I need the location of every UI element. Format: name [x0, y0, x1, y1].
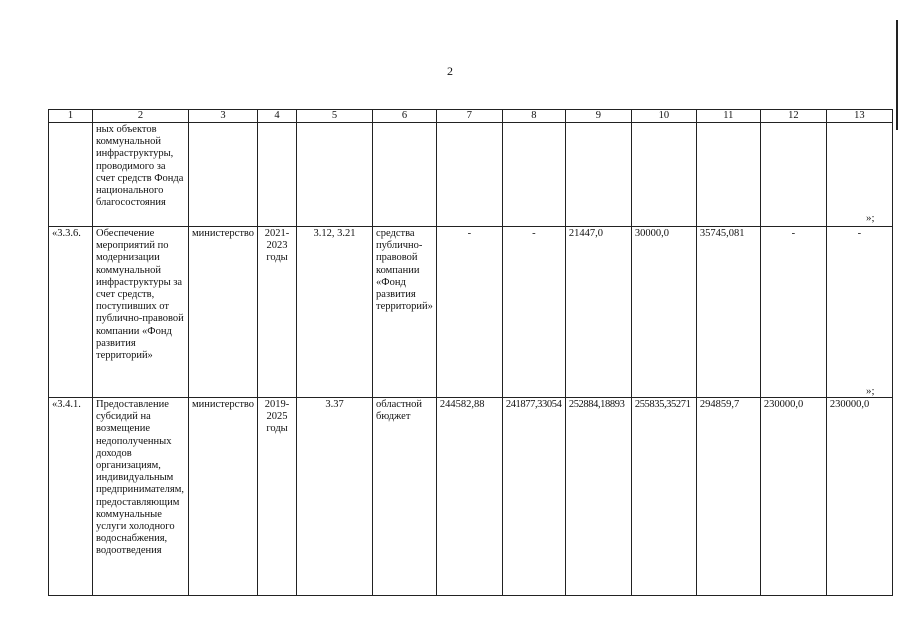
value-col11: 294859,7 [696, 398, 760, 596]
column-header: 8 [502, 110, 565, 123]
value-col8 [502, 123, 565, 227]
value-col7: - [436, 227, 502, 398]
closing-quote-mark: »; [866, 385, 875, 397]
value-col11: 35745,081 [696, 227, 760, 398]
value-col9: 252884,18893 [565, 398, 631, 596]
value-col8: 241877,33054 [502, 398, 565, 596]
value-col10 [631, 123, 696, 227]
column-header: 3 [189, 110, 258, 123]
program-table [48, 109, 893, 596]
value-col13: 230000,0 [826, 398, 892, 596]
measure-name: ных объектов коммунальной инфраструктуры, проводимого за счет средств Фонда национального благосостояния [93, 123, 189, 227]
row-id: «3.3.6. [49, 227, 93, 398]
page-number: 2 [447, 64, 453, 78]
value-col12 [760, 123, 826, 227]
closing-quote-mark: »; [866, 212, 875, 224]
column-header: 4 [258, 110, 297, 123]
column-header: 1 [49, 110, 93, 123]
period: 2019-2025 годы [258, 398, 297, 596]
column-header: 12 [760, 110, 826, 123]
row-id [49, 123, 93, 227]
value-col10: 30000,0 [631, 227, 696, 398]
funding-source: областной бюджет [373, 398, 437, 596]
indicator: 3.12, 3.21 [297, 227, 373, 398]
column-number-row [49, 110, 893, 123]
table-row [49, 398, 893, 596]
column-header: 11 [696, 110, 760, 123]
column-header: 2 [93, 110, 189, 123]
period: 2021-2023 годы [258, 227, 297, 398]
value-col13: - [826, 227, 892, 398]
value-col11 [696, 123, 760, 227]
page-edge-rule [896, 20, 898, 130]
column-header: 10 [631, 110, 696, 123]
funding-source: средства публично-правовой компании «Фонд развития территорий» [373, 227, 437, 398]
value-col7 [436, 123, 502, 227]
funding-source [373, 123, 437, 227]
indicator: 3.37 [297, 398, 373, 596]
value-col9: 21447,0 [565, 227, 631, 398]
column-header: 5 [297, 110, 373, 123]
column-header: 9 [565, 110, 631, 123]
table-row [49, 123, 893, 227]
value-col9 [565, 123, 631, 227]
column-header: 13 [826, 110, 892, 123]
column-header: 7 [436, 110, 502, 123]
value-col7: 244582,88 [436, 398, 502, 596]
period [258, 123, 297, 227]
executor: министерство [189, 398, 258, 596]
indicator [297, 123, 373, 227]
value-col13 [826, 123, 892, 227]
value-col10: 255835,35271 [631, 398, 696, 596]
measure-name: Обеспечение мероприятий по модернизации коммунальной инфраструктуры за счет средств, поступивших от публично-правовой компании «Фонд развития территорий» [93, 227, 189, 398]
executor: министерство [189, 227, 258, 398]
row-id: «3.4.1. [49, 398, 93, 596]
table-row [49, 227, 893, 398]
measure-name: Предоставление субсидий на возмещение недополученных доходов организациям, индивидуальным предпринимателям, предоставляющим коммунальные услуги холодного водоснабжения, водоотведения [93, 398, 189, 596]
executor [189, 123, 258, 227]
value-col12: 230000,0 [760, 398, 826, 596]
value-col12: - [760, 227, 826, 398]
value-col8: - [502, 227, 565, 398]
column-header: 6 [373, 110, 437, 123]
